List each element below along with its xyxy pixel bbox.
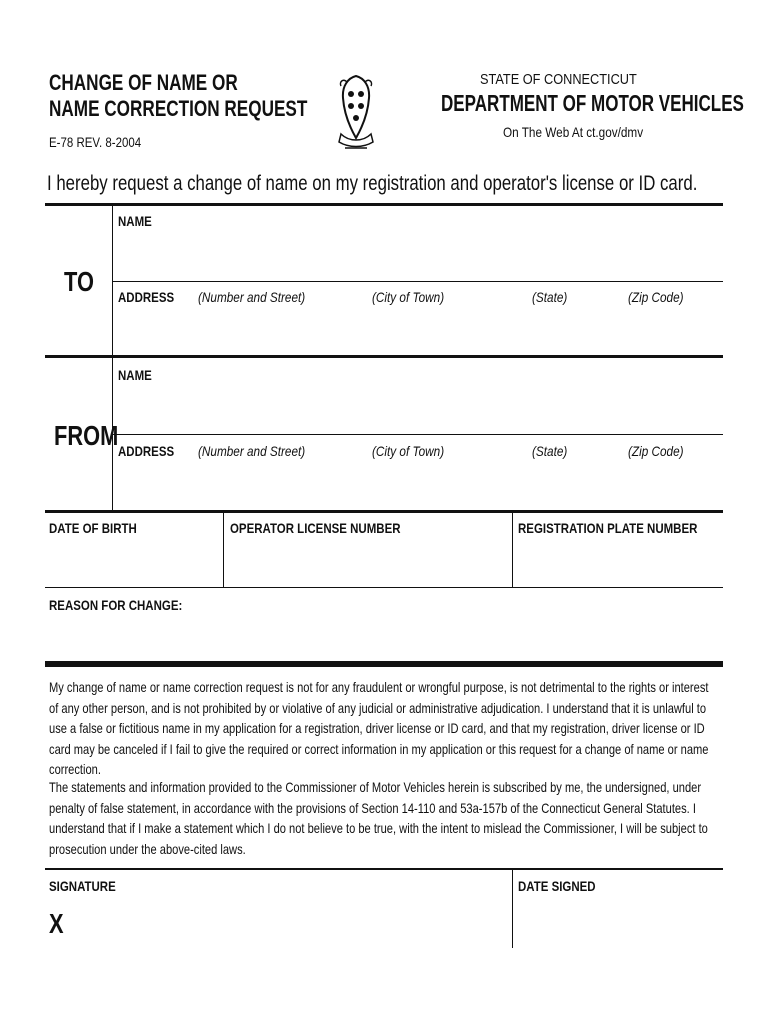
intro-statement: I hereby request a change of name on my registration and operator's license or ID card. bbox=[47, 172, 698, 195]
to-street-hint: (Number and Street) bbox=[198, 289, 306, 305]
to-address-field[interactable]: ADDRESS bbox=[118, 289, 175, 305]
to-name-field[interactable]: NAME bbox=[118, 213, 152, 229]
divider bbox=[45, 587, 723, 588]
state-seal-icon bbox=[335, 72, 377, 154]
form-title-line2: NAME CORRECTION REQUEST bbox=[49, 96, 308, 121]
website-text: On The Web At ct.gov/dmv bbox=[503, 124, 644, 140]
from-label: FROM bbox=[54, 420, 119, 451]
from-city-hint: (City of Town) bbox=[372, 443, 445, 459]
form-number: E-78 REV. 8-2004 bbox=[49, 134, 142, 150]
divider bbox=[45, 203, 723, 206]
from-zip-hint: (Zip Code) bbox=[628, 443, 684, 459]
divider bbox=[113, 434, 723, 435]
divider bbox=[45, 355, 723, 358]
from-address-field[interactable]: ADDRESS bbox=[118, 443, 175, 459]
statement-paragraph-1: My change of name or name correction request is not for any fraudulent or wrongful purpose, is not detrimental to the rights or interest of any other person, and is not prohibited by or violative of any judicial or administrative adjudication. I understand that it is unlawful to use a false or fictitious name in my application for a registration, driver license or ID card, and that my registration, driver license or ID card may be canceled if I fail to give the required or correct information in my application or this request for a change of name or name correction. bbox=[49, 679, 709, 777]
signature-field[interactable]: SIGNATURE bbox=[49, 878, 116, 894]
date-of-birth-field[interactable]: DATE OF BIRTH bbox=[49, 520, 137, 536]
department-name: DEPARTMENT OF MOTOR VEHICLES bbox=[441, 90, 744, 116]
divider bbox=[512, 870, 513, 948]
signature-x-mark: X bbox=[49, 908, 64, 939]
divider bbox=[45, 510, 723, 513]
to-zip-hint: (Zip Code) bbox=[628, 289, 684, 305]
reason-for-change-field[interactable]: REASON FOR CHANGE: bbox=[49, 597, 183, 613]
state-name: STATE OF CONNECTICUT bbox=[480, 71, 637, 88]
from-name-field[interactable]: NAME bbox=[118, 367, 152, 383]
to-city-hint: (City of Town) bbox=[372, 289, 445, 305]
from-street-hint: (Number and Street) bbox=[198, 443, 306, 459]
divider bbox=[45, 868, 723, 870]
divider bbox=[223, 512, 224, 588]
from-state-hint: (State) bbox=[532, 443, 568, 459]
registration-plate-field[interactable]: REGISTRATION PLATE NUMBER bbox=[518, 520, 698, 536]
form-title bbox=[49, 70, 307, 122]
divider bbox=[45, 661, 723, 667]
divider bbox=[112, 205, 113, 357]
divider bbox=[512, 512, 513, 588]
divider bbox=[113, 281, 723, 282]
statement-paragraph-2: The statements and information provided to the Commissioner of Motor Vehicles herein is subscribed by me, the undersigned, under penalty of false statement, in accordance with the provisions of Section 14-110 and 53a-157b of the Connecticut General Statutes. I understand that if I make a statement which I do not believe to be true, with the intent to mislead the Commissioner, I will be subject to prosecution under the above-cited laws. bbox=[49, 779, 708, 857]
to-state-hint: (State) bbox=[532, 289, 568, 305]
date-signed-field[interactable]: DATE SIGNED bbox=[518, 878, 596, 894]
form-title-line1: CHANGE OF NAME OR bbox=[49, 70, 238, 95]
operator-license-field[interactable]: OPERATOR LICENSE NUMBER bbox=[230, 520, 401, 536]
to-label: TO bbox=[64, 266, 94, 297]
